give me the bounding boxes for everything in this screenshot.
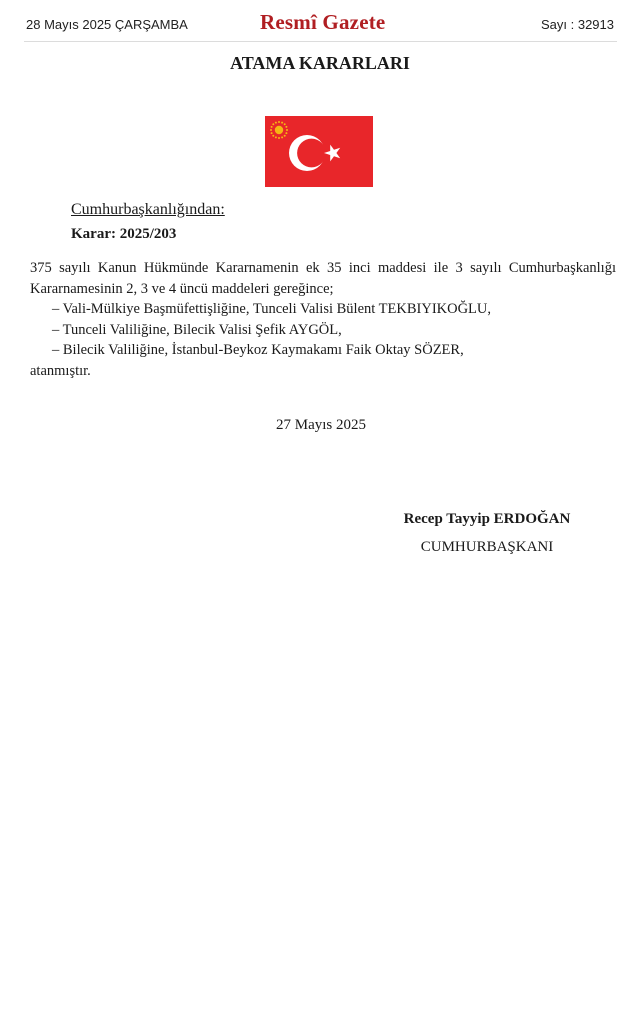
gazette-title: Resmî Gazete — [260, 10, 386, 34]
closing-text: atanmıştır. — [30, 362, 91, 379]
gazette-header — [24, 0, 617, 42]
intro-line-1: 375 sayılı Kanun Hükmünde Kararnamenin ek 35 inci maddesi ile 3 sayılı Cumhurbaşkanlığı — [30, 260, 616, 276]
signer-title: CUMHURBAŞKANI — [420, 539, 554, 555]
signer-name: Recep Tayyip ERDOĞAN — [403, 511, 571, 527]
appointment-item: – Tunceli Valiliğine, Bilecik Valisi Şefik AYGÖL, — [52, 321, 342, 338]
issuer-heading: Cumhurbaşkanlığından: — [71, 201, 225, 218]
appointment-item: – Bilecik Valiliğine, İstanbul-Beykoz Kaymakamı Faik Oktay SÖZER, — [52, 342, 464, 358]
turkish-presidential-flag-icon — [265, 116, 373, 187]
section-title: ATAMA KARARLARI — [230, 53, 410, 73]
decision-body — [30, 258, 616, 381]
appointment-item: – Vali-Mülkiye Başmüfettişliğine, Tunceli Valisi Bülent TEKBIYIKOĞLU, — [52, 301, 492, 317]
header-date: 28 Mayıs 2025 ÇARŞAMBA — [26, 17, 188, 32]
decision-number: Karar: 2025/203 — [71, 226, 177, 242]
intro-line-2: Kararnamesinin 2, 3 ve 4 üncü maddeleri gereğince; — [30, 280, 334, 297]
issue-number: Sayı : 32913 — [541, 17, 614, 32]
document-date: 27 Mayıs 2025 — [276, 417, 366, 433]
